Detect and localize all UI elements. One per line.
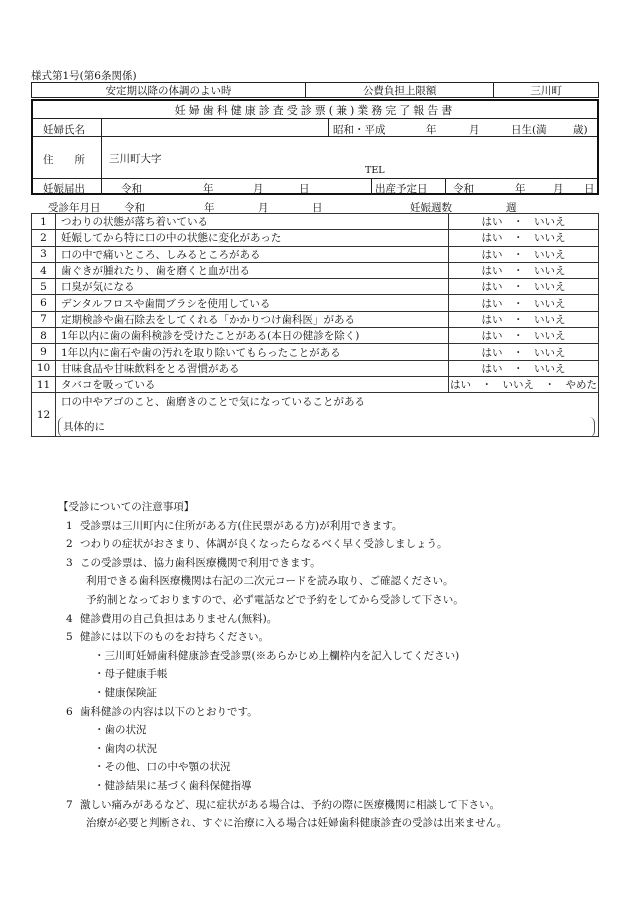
- name-label: 妊婦氏名: [43, 124, 85, 136]
- address-label: 住 所: [43, 154, 85, 166]
- yes-no-choice[interactable]: はい ・ いいえ: [449, 262, 599, 278]
- table-row: [32, 344, 599, 360]
- note-item-cont: 予約制となっておりますので、必ず電話などで予約をしてから受診して下さい。: [86, 593, 464, 606]
- note-item-cont: 利用できる歯科医療機関は右記の二次元コードを読み取り、ご確認ください。: [86, 575, 454, 588]
- note-item-cont: 治療が必要と判断され、すぐに治療に入る場合は妊婦歯科健康診査の受診は出来ません。: [86, 817, 508, 830]
- yes-no-choice[interactable]: はい ・ いいえ: [449, 214, 599, 230]
- note-item: 4 健診費用の自己負担はありません(無料)。: [66, 612, 278, 625]
- yes-no-choice[interactable]: はい ・ いいえ: [449, 360, 599, 376]
- question-number: 11: [32, 376, 56, 392]
- question-text: 口の中で痛いところ、しみるところがある: [56, 246, 449, 262]
- note-item: 7 激しい痛みがあるなど、現に症状がある場合は、予約の際に医療機関に相談して下さい。: [66, 798, 500, 811]
- question-number: 2: [32, 230, 56, 246]
- yes-no-choice[interactable]: はい ・ いいえ: [449, 344, 599, 360]
- notes-heading: 【受診についての注意事項】: [58, 501, 195, 513]
- yes-no-choice[interactable]: はい ・ いいえ: [449, 328, 599, 344]
- notify-month-unit: 月: [253, 183, 264, 195]
- note-subitem: ・その他、口の中や顎の状況: [94, 761, 231, 774]
- tel-label: TEL: [365, 165, 385, 176]
- question-text: 口の中やアゴのこと、歯磨きのことで気になっていることがある: [61, 396, 365, 409]
- note-item: 3 この受診票は、協力歯科医療機関で利用できます。: [66, 556, 321, 569]
- table-row: [32, 214, 599, 230]
- yes-no-choice[interactable]: はい ・ いいえ: [449, 279, 599, 295]
- notify-year-unit: 年: [203, 183, 214, 195]
- question-text: 定期検診や歯石除去をしてくれる「かかりつけ歯科医」がある: [56, 311, 449, 327]
- question-number: 1: [32, 214, 56, 230]
- visit-era: 令和: [124, 202, 145, 214]
- town-cell: 三川町: [493, 83, 598, 97]
- note-item: 2 つわりの症状がおさまり、体調が良くなったらなるべく早く受診しましょう。: [66, 538, 448, 551]
- table-row: [32, 230, 599, 246]
- note-subitem: ・歯の状況: [94, 724, 147, 737]
- visit-month-unit: 月: [258, 202, 269, 214]
- applicant-info-box: [31, 99, 599, 195]
- yes-no-choice[interactable]: はい ・ いいえ: [449, 246, 599, 262]
- questionnaire-table: [31, 213, 599, 437]
- birth-month-unit: 月: [469, 124, 480, 136]
- limit-cell: 公費負担上限額: [362, 84, 437, 97]
- note-subitem: ・健康保険証: [94, 686, 157, 699]
- question-number: 12: [32, 393, 56, 437]
- question-number: 4: [32, 262, 56, 278]
- question-number: 9: [32, 344, 56, 360]
- question-text: 甘味食品や甘味飲料をとる習慣がある: [56, 360, 449, 376]
- question-text: つわりの状態が落ち着いている: [56, 214, 449, 230]
- name-field[interactable]: [103, 120, 325, 135]
- specific-details-field[interactable]: [58, 417, 595, 437]
- question-text: 1年以内に歯の歯科検診を受けたことがある(本日の健診を除く): [56, 328, 449, 344]
- due-date-label: 出産予定日: [375, 183, 428, 195]
- question-number: 7: [32, 311, 56, 327]
- question-12-cell: [56, 393, 599, 437]
- table-row: [32, 295, 599, 311]
- due-month-unit: 月: [553, 183, 564, 195]
- note-subitem: ・健診結果に基づく歯科保健指導: [94, 779, 252, 792]
- table-row: [32, 262, 599, 278]
- birth-day-label: 日生(満: [511, 124, 547, 136]
- question-text: 妊娠してから特に口の中の状態に変化があった: [56, 230, 449, 246]
- yes-no-choice[interactable]: はい ・ いいえ: [449, 230, 599, 246]
- question-number: 10: [32, 360, 56, 376]
- table-row: [32, 246, 599, 262]
- notify-era: 令和: [121, 183, 142, 195]
- address-value[interactable]: 三川町大字: [109, 153, 162, 165]
- due-day-unit: 日: [584, 183, 595, 195]
- note-subitem: ・歯肉の状況: [94, 742, 157, 755]
- yes-no-choice[interactable]: はい ・ いいえ: [449, 311, 599, 327]
- age-suffix: 歳): [573, 124, 588, 136]
- form-title: 妊婦歯科健康診査受診票(兼)業務完了報告書: [33, 101, 597, 119]
- yes-no-quit-choice[interactable]: はい ・ いいえ ・ やめた: [449, 376, 599, 392]
- due-year-unit: 年: [515, 183, 526, 195]
- question-text: タバコを吸っている: [56, 376, 449, 392]
- yes-no-choice[interactable]: はい ・ いいえ: [449, 295, 599, 311]
- period-cell: 安定期以降の体調のよい時: [32, 83, 306, 97]
- due-era: 令和: [453, 183, 474, 195]
- visit-day-unit: 日: [312, 202, 323, 214]
- notify-day-unit: 日: [299, 183, 310, 195]
- note-item: 5 健診には以下のものをお持ちください。: [66, 631, 269, 644]
- question-number: 8: [32, 328, 56, 344]
- table-row: [32, 360, 599, 376]
- table-row: [32, 328, 599, 344]
- visit-year-unit: 年: [204, 202, 215, 214]
- gestation-weeks-label: 妊娠週数: [410, 202, 452, 214]
- table-row: [32, 279, 599, 295]
- form-number-label: 様式第1号(第6条関係): [31, 70, 137, 82]
- question-number: 5: [32, 279, 56, 295]
- header-info-row: [31, 82, 599, 98]
- question-text: 1年以内に歯石や歯の汚れを取り除いてもらったことがある: [56, 344, 449, 360]
- question-text: 歯ぐきが腫れたり、歯を磨くと血が出る: [56, 262, 449, 278]
- table-row: [32, 393, 599, 437]
- note-subitem: ・三川町妊婦歯科健康診査受診票(※あらかじめ上欄枠内を記入してください): [94, 649, 460, 662]
- table-row: [32, 376, 599, 392]
- note-item: 6 歯科健診の内容は以下のとおりです。: [66, 705, 258, 718]
- question-number: 3: [32, 246, 56, 262]
- specific-label: 具体的に: [63, 421, 105, 434]
- question-text: 口臭が気になる: [56, 279, 449, 295]
- notification-label: 妊娠届出: [43, 183, 85, 195]
- weeks-suffix: 週: [506, 202, 517, 214]
- notes-section: [58, 498, 508, 833]
- era-label: 昭和・平成: [333, 124, 386, 136]
- note-subitem: ・母子健康手帳: [94, 668, 168, 681]
- birth-year-unit: 年: [426, 124, 437, 136]
- table-row: [32, 311, 599, 327]
- visit-date-label: 受診年月日: [48, 202, 101, 214]
- question-number: 6: [32, 295, 56, 311]
- note-item: 1 受診票は三川町内に住所がある方(住民票がある方)が利用できます。: [66, 519, 403, 532]
- question-text: デンタルフロスや歯間ブラシを使用している: [56, 295, 449, 311]
